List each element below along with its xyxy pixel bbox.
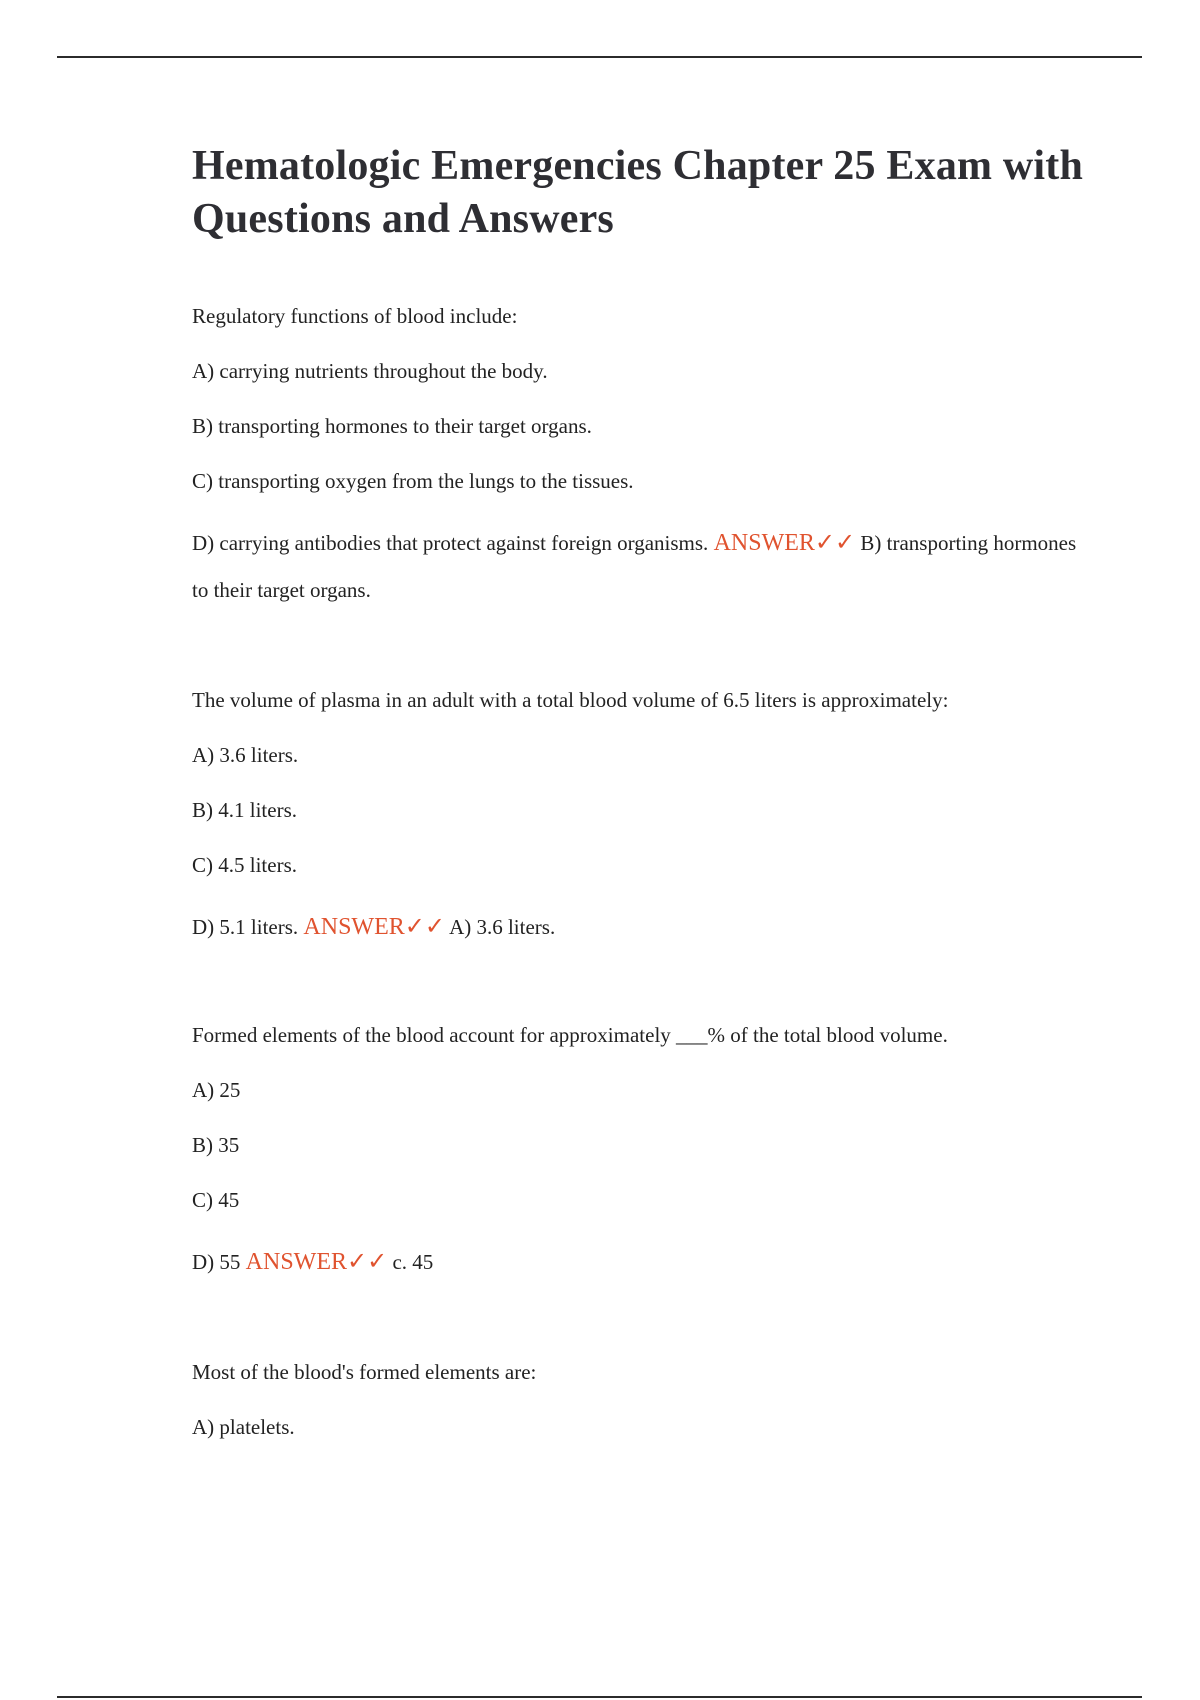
answer-text: c. 45 (392, 1250, 434, 1274)
page-content (192, 140, 1092, 1466)
header-rule (57, 56, 1142, 58)
option-b: B) 35 (192, 1133, 240, 1157)
option-d-with-answer (192, 1239, 1092, 1286)
question-stem: Most of the blood's formed elements are: (192, 1360, 537, 1384)
question-stem: Formed elements of the blood account for approximately ___% of the total blood volume. (192, 1023, 948, 1047)
question-spacer (192, 1286, 1092, 1356)
document-title: Hematologic Emergencies Chapter 25 Exam with Questions and Answers (192, 143, 1084, 242)
question-4 (192, 1356, 1092, 1443)
answer-text: A) 3.6 liters. (449, 915, 556, 939)
option-a: A) 25 (192, 1078, 241, 1102)
question-spacer (192, 614, 1092, 684)
answer-text: B) transporting hormones to their target organs. (192, 531, 1077, 602)
option-c: C) 45 (192, 1188, 240, 1212)
question-2 (192, 684, 1092, 951)
question-stem: Regulatory functions of blood include: (192, 304, 518, 328)
option-d-with-answer (192, 520, 1092, 614)
question-stem: The volume of plasma in an adult with a total blood volume of 6.5 liters is approximately: (192, 688, 949, 712)
option-a: A) platelets. (192, 1415, 295, 1439)
option-d: D) carrying antibodies that protect against foreign organisms. (192, 531, 709, 555)
option-c: C) transporting oxygen from the lungs to the tissues. (192, 469, 634, 493)
option-d: D) 55 (192, 1250, 241, 1274)
answer-marker: ANSWER✓✓ (245, 1249, 388, 1275)
answer-marker: ANSWER✓✓ (713, 530, 856, 556)
option-d: D) 5.1 liters. (192, 915, 299, 939)
option-d-with-answer (192, 904, 1092, 951)
option-c: C) 4.5 liters. (192, 853, 297, 877)
option-b: B) 4.1 liters. (192, 798, 297, 822)
footer-rule (57, 1696, 1142, 1698)
answer-marker: ANSWER✓✓ (303, 914, 445, 940)
question-spacer (192, 951, 1092, 1019)
option-a: A) 3.6 liters. (192, 743, 299, 767)
option-a: A) carrying nutrients throughout the body. (192, 359, 548, 383)
question-1 (192, 300, 1092, 614)
question-3 (192, 1019, 1092, 1286)
option-b: B) transporting hormones to their target organs. (192, 414, 592, 438)
